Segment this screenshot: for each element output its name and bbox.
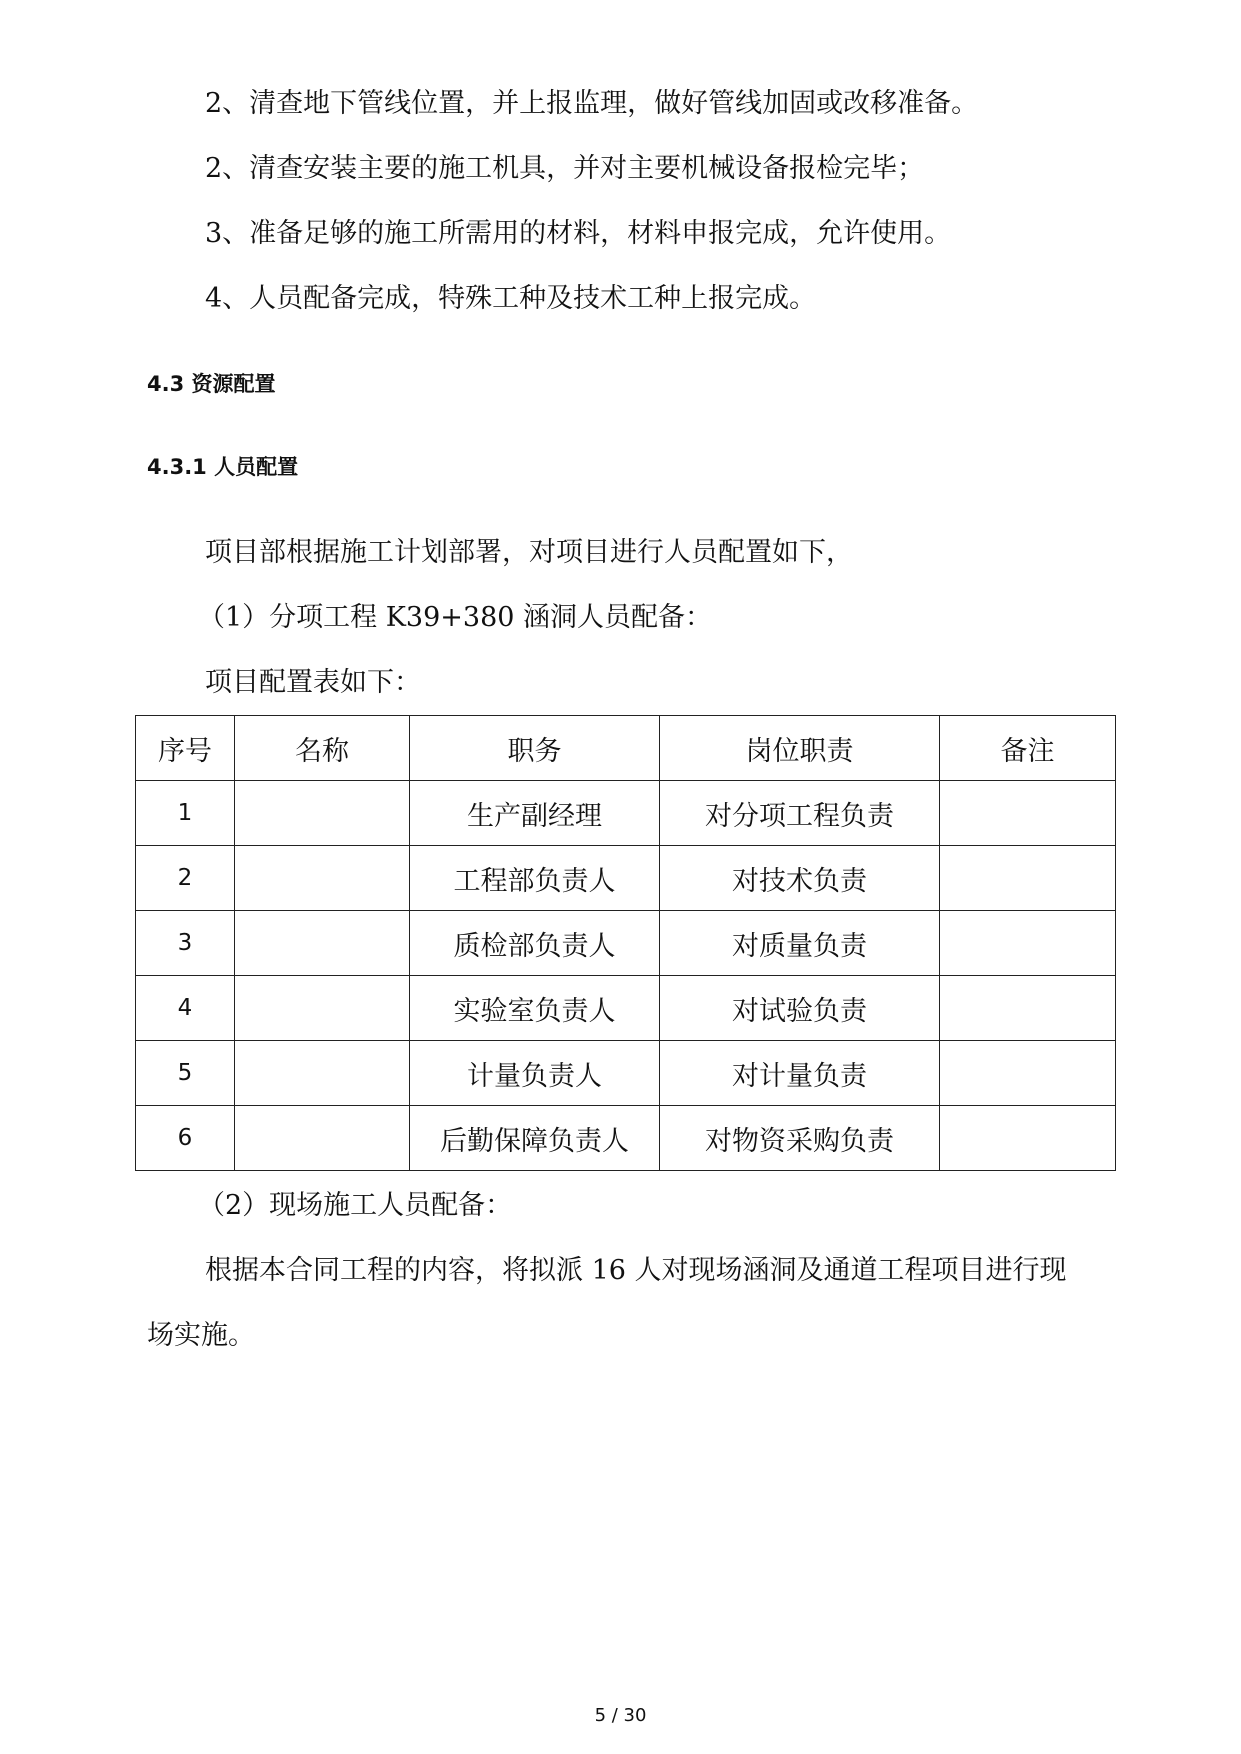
remark-cell — [940, 781, 1116, 846]
part2-title: （2）现场施工人员配备： — [198, 1190, 513, 1221]
serial-cell: 6 — [136, 1106, 235, 1171]
remark-cell — [940, 846, 1116, 911]
serial-cell: 3 — [136, 911, 235, 976]
name-cell — [235, 1041, 410, 1106]
serial-cell: 4 — [136, 976, 235, 1041]
personnel-table — [135, 715, 1116, 1171]
serial-cell: 1 — [136, 781, 235, 846]
part2-paragraph-line: 根据本合同工程的内容，将拟派 16 人对现场涵洞及通道工程项目进行现 — [205, 1255, 1067, 1286]
position-cell: 工程部负责人 — [410, 846, 660, 911]
position-cell: 计量负责人 — [410, 1041, 660, 1106]
name-cell — [235, 846, 410, 911]
name-cell — [235, 976, 410, 1041]
table-row — [136, 846, 1116, 911]
table-row — [136, 781, 1116, 846]
name-cell — [235, 911, 410, 976]
table-caption: 项目配置表如下： — [205, 667, 421, 698]
name-cell — [235, 781, 410, 846]
table-row — [136, 911, 1116, 976]
prep-item: 2、清查安装主要的施工机具，并对主要机械设备报检完毕； — [205, 153, 925, 184]
duty-cell: 对质量负责 — [660, 911, 940, 976]
header-cell: 岗位职责 — [660, 716, 940, 781]
duty-cell: 对分项工程负责 — [660, 781, 940, 846]
duty-cell: 对物资采购负责 — [660, 1106, 940, 1171]
section-heading: 4.3 资源配置 — [147, 372, 276, 396]
prep-item: 3、准备足够的施工所需用的材料，材料申报完成，允许使用。 — [205, 218, 952, 249]
duty-cell: 对技术负责 — [660, 846, 940, 911]
table-row — [136, 1106, 1116, 1171]
position-cell: 生产副经理 — [410, 781, 660, 846]
position-cell: 实验室负责人 — [410, 976, 660, 1041]
page-number: 5 / 30 — [594, 1705, 647, 1726]
subsection-heading: 4.3.1 人员配置 — [147, 455, 299, 479]
position-cell: 后勤保障负责人 — [410, 1106, 660, 1171]
prep-item: 2、清查地下管线位置，并上报监理，做好管线加固或改移准备。 — [205, 88, 979, 119]
serial-cell: 2 — [136, 846, 235, 911]
position-cell: 质检部负责人 — [410, 911, 660, 976]
part1-title: （1）分项工程 K39+380 涵洞人员配备： — [198, 602, 713, 633]
remark-cell — [940, 1106, 1116, 1171]
prep-item: 4、人员配备完成，特殊工种及技术工种上报完成。 — [205, 283, 817, 314]
duty-cell: 对计量负责 — [660, 1041, 940, 1106]
table-row — [136, 1041, 1116, 1106]
remark-cell — [940, 1041, 1116, 1106]
table-row — [136, 976, 1116, 1041]
name-cell — [235, 1106, 410, 1171]
duty-cell: 对试验负责 — [660, 976, 940, 1041]
part2-paragraph-line: 场实施。 — [147, 1320, 255, 1351]
header-cell: 职务 — [410, 716, 660, 781]
intro-paragraph: 项目部根据施工计划部署，对项目进行人员配置如下， — [205, 537, 853, 568]
header-cell: 备注 — [940, 716, 1116, 781]
table-header-row — [136, 716, 1116, 781]
remark-cell — [940, 976, 1116, 1041]
serial-cell: 5 — [136, 1041, 235, 1106]
header-cell: 序号 — [136, 716, 235, 781]
header-cell: 名称 — [235, 716, 410, 781]
remark-cell — [940, 911, 1116, 976]
